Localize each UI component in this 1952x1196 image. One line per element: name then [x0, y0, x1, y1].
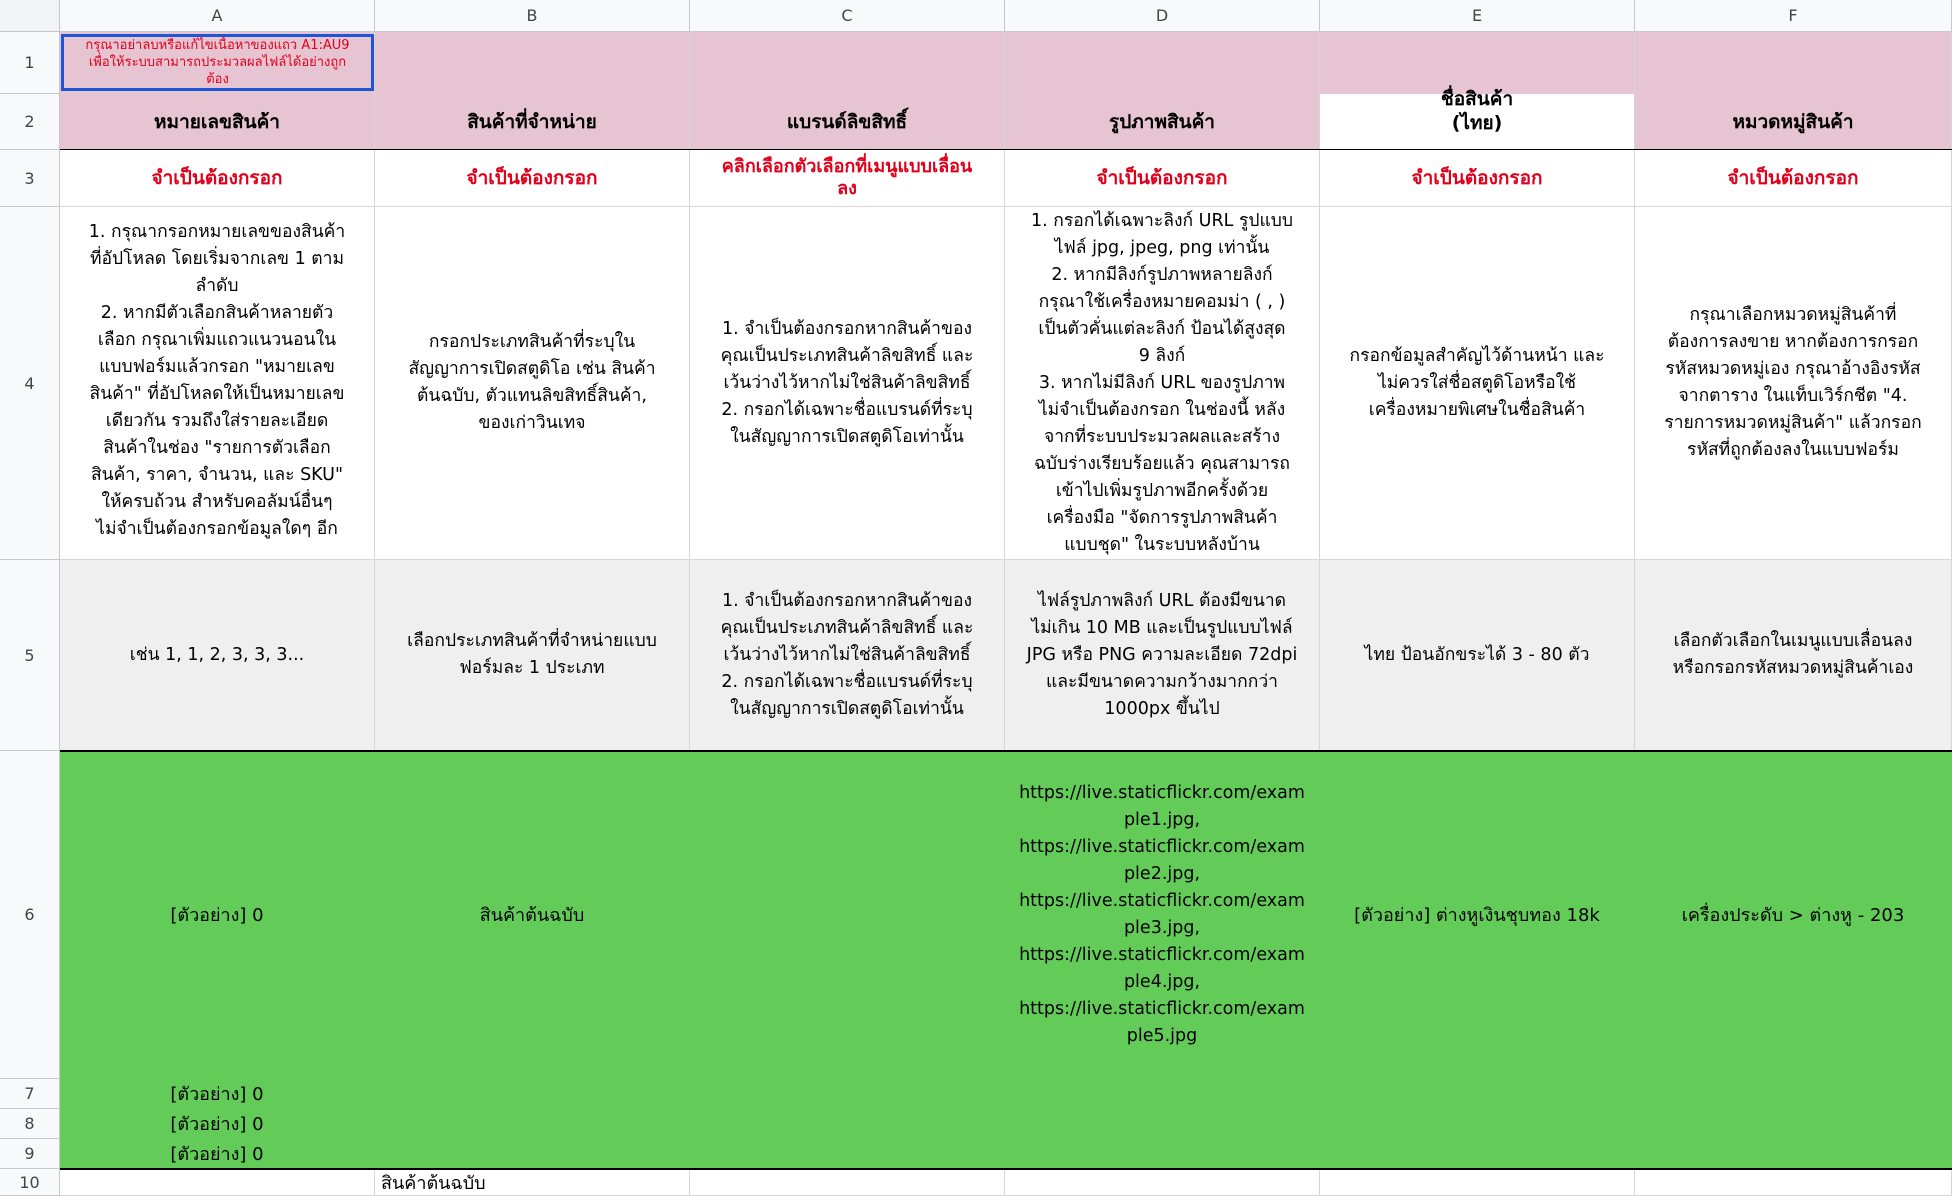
row-header-5[interactable]: 5	[0, 560, 60, 751]
row7-a[interactable]: [ตัวอย่าง] 0	[60, 1079, 375, 1109]
header-product-image[interactable]: รูปภาพสินค้า	[1005, 94, 1320, 150]
row-header-6[interactable]: 6	[0, 751, 60, 1079]
row10-e[interactable]	[1320, 1169, 1635, 1196]
example-product-number[interactable]: [ตัวอย่าง] 0	[60, 751, 375, 1079]
example-product-sold[interactable]: สินค้าต้นฉบับ	[375, 751, 690, 1079]
row-header-4[interactable]: 4	[0, 207, 60, 560]
cell-b1[interactable]	[375, 32, 690, 94]
format-licensed-brand[interactable]: 1. จำเป็นต้องกรอกหากสินค้าของ คุณเป็นประเภทสินค้าลิขสิทธิ์ และ เว้นว่างไว้หากไม่ใช่สินค้าลิขสิทธิ์ 2. กรอกได้เฉพาะชื่อแบรนด์ที่ระบุ ในสัญญาการเปิดสตูดิโอเท่านั้น	[690, 560, 1005, 751]
cell-f1[interactable]	[1635, 32, 1952, 94]
row3-top-border	[60, 149, 1952, 150]
row-header-7[interactable]: 7	[0, 1079, 60, 1109]
row8-rest[interactable]	[375, 1109, 1952, 1139]
row9-a[interactable]: [ตัวอย่าง] 0	[60, 1139, 375, 1169]
select-all-corner[interactable]	[0, 0, 60, 32]
column-header-f[interactable]: F	[1635, 0, 1952, 32]
row-header-1[interactable]: 1	[0, 32, 60, 94]
example-licensed-brand[interactable]	[690, 751, 1005, 1079]
header-product-name-thai[interactable]: ชื่อสินค้า (ไทย)	[1320, 72, 1635, 150]
example-product-name[interactable]: [ตัวอย่าง] ต่างหูเงินชุบทอง 18k	[1320, 751, 1635, 1079]
row10-c[interactable]	[690, 1169, 1005, 1196]
column-header-b[interactable]: B	[375, 0, 690, 32]
row6-top-border	[60, 750, 1952, 752]
column-header-a[interactable]: A	[60, 0, 375, 32]
req-product-category[interactable]: จำเป็นต้องกรอก	[1635, 150, 1952, 207]
format-product-name[interactable]: ไทย ป้อนอักขระได้ 3 - 80 ตัว	[1320, 560, 1635, 751]
req-licensed-brand[interactable]: คลิกเลือกตัวเลือกที่เมนูแบบเลื่อน ลง	[690, 150, 1005, 207]
row10-top-border	[60, 1168, 1952, 1170]
row-header-8[interactable]: 8	[0, 1109, 60, 1139]
req-product-name[interactable]: จำเป็นต้องกรอก	[1320, 150, 1635, 207]
format-product-sold[interactable]: เลือกประเภทสินค้าที่จำหน่ายแบบ ฟอร์มละ 1 ประเภท	[375, 560, 690, 751]
column-header-d[interactable]: D	[1005, 0, 1320, 32]
row10-b[interactable]: สินค้าต้นฉบับ	[375, 1169, 690, 1196]
row-header-9[interactable]: 9	[0, 1139, 60, 1169]
row-header-2[interactable]: 2	[0, 94, 60, 150]
row10-f[interactable]	[1635, 1169, 1952, 1196]
row-header-3[interactable]: 3	[0, 150, 60, 207]
row7-rest[interactable]	[375, 1079, 1952, 1109]
format-product-image[interactable]: ไฟล์รูปภาพลิงก์ URL ต้องมีขนาด ไม่เกิน 10 MB และเป็นรูปแบบไฟล์ JPG หรือ PNG ความละเอียด 72dpi และมีขนาดความกว้างมากกว่า 1000px ขึ้นไป	[1005, 560, 1320, 751]
header-licensed-brand[interactable]: แบรนด์ลิขสิทธิ์	[690, 94, 1005, 150]
row8-a[interactable]: [ตัวอย่าง] 0	[60, 1109, 375, 1139]
column-header-c[interactable]: C	[690, 0, 1005, 32]
desc-licensed-brand[interactable]: 1. จำเป็นต้องกรอกหากสินค้าของ คุณเป็นประเภทสินค้าลิขสิทธิ์ และ เว้นว่างไว้หากไม่ใช่สินค้าลิขสิทธิ์ 2. กรอกได้เฉพาะชื่อแบรนด์ที่ระบุ ในสัญญาการเปิดสตูดิโอเท่านั้น	[690, 207, 1005, 560]
row-header-10[interactable]: 10	[0, 1169, 60, 1196]
desc-product-number[interactable]: 1. กรุณากรอกหมายเลขของสินค้า ที่อัปโหลด โดยเริ่มจากเลข 1 ตาม ลำดับ 2. หากมีตัวเลือกสินค้าหลายตัว เลือก กรุณาเพิ่มแถวแนวนอนใน แบบฟอร์มแล้วกรอก "หมายเลข สินค้า" ที่อัปโหลดให้เป็นหมายเลข เดียวกัน รวมถึงใส่รายละเอียด สินค้าในช่อง "รายการตัวเลือก สินค้า, ราคา, จำนวน, และ SKU" ให้ครบถ้วน สำหรับคอลัมน์อื่นๆ ไม่จำเป็นต้องกรอกข้อมูลใดๆ อีก	[60, 207, 375, 560]
row10-a[interactable]	[60, 1169, 375, 1196]
header-product-category[interactable]: หมวดหมู่สินค้า	[1635, 94, 1952, 150]
req-product-image[interactable]: จำเป็นต้องกรอก	[1005, 150, 1320, 207]
req-product-number[interactable]: จำเป็นต้องกรอก	[60, 150, 375, 207]
desc-product-name[interactable]: กรอกข้อมูลสำคัญไว้ด้านหน้า และ ไม่ควรใส่ชื่อสตูดิโอหรือใช้ เครื่องหมายพิเศษในชื่อสินค้า	[1320, 207, 1635, 560]
desc-product-category[interactable]: กรุณาเลือกหมวดหมู่สินค้าที่ ต้องการลงขาย หากต้องการกรอก รหัสหมวดหมู่เอง กรุณาอ้างอิงรหัส จากตาราง ในแท็บเวิร์กชีต "4. รายการหมวดหมู่สินค้า" แล้วกรอก รหัสที่ถูกต้องลงในแบบฟอร์ม	[1635, 207, 1952, 560]
row9-rest[interactable]	[375, 1139, 1952, 1169]
format-product-number[interactable]: เช่น 1, 1, 2, 3, 3, 3...	[60, 560, 375, 751]
header-product-number[interactable]: หมายเลขสินค้า	[60, 94, 375, 150]
cell-d1[interactable]	[1005, 32, 1320, 94]
desc-product-sold[interactable]: กรอกประเภทสินค้าที่ระบุใน สัญญาการเปิดสตูดิโอ เช่น สินค้า ต้นฉบับ, ตัวแทนลิขสิทธิ์สินค้า, ของเก่าวินเทจ	[375, 207, 690, 560]
req-product-sold[interactable]: จำเป็นต้องกรอก	[375, 150, 690, 207]
row10-d[interactable]	[1005, 1169, 1320, 1196]
format-product-category[interactable]: เลือกตัวเลือกในเมนูแบบเลื่อนลง หรือกรอกรหัสหมวดหมู่สินค้าเอง	[1635, 560, 1952, 751]
warning-note-a1[interactable]: กรุณาอย่าลบหรือแก้ไขเนื้อหาของแถว A1:AU9 เพื่อให้ระบบสามารถประมวลผลไฟล์ได้อย่างถูก ต้อง	[61, 34, 374, 91]
cell-c1[interactable]	[690, 32, 1005, 94]
example-product-image[interactable]: https://live.staticflickr.com/exam ple1.jpg, https://live.staticflickr.com/exam ple2.jpg, https://live.staticflickr.com/exam ple3.jpg, https://live.staticflickr.com/exam ple4.jpg, https://live.staticflickr.com/exam ple5.jpg	[1005, 751, 1320, 1079]
header-product-sold[interactable]: สินค้าที่จำหน่าย	[375, 94, 690, 150]
desc-product-image[interactable]: 1. กรอกได้เฉพาะลิงก์ URL รูปแบบ ไฟล์ jpg, jpeg, png เท่านั้น 2. หากมีลิงก์รูปภาพหลายลิงก์ กรุณาใช้เครื่องหมายคอมม่า ( , ) เป็นตัวคั่นแต่ละลิงก์ ป้อนได้สูงสุด 9 ลิงก์ 3. หากไม่มีลิงก์ URL ของรูปภาพ ไม่จำเป็นต้องกรอก ในช่องนี้ หลัง จากที่ระบบประมวลผลและสร้าง ฉบับร่างเรียบร้อยแล้ว คุณสามารถ เข้าไปเพิ่มรูปภาพอีกครั้งด้วย เครื่องมือ "จัดการรูปภาพสินค้า แบบชุด" ในระบบหลังบ้าน	[1005, 207, 1320, 560]
example-product-category[interactable]: เครื่องประดับ > ต่างหู - 203	[1635, 751, 1952, 1079]
column-header-e[interactable]: E	[1320, 0, 1635, 32]
